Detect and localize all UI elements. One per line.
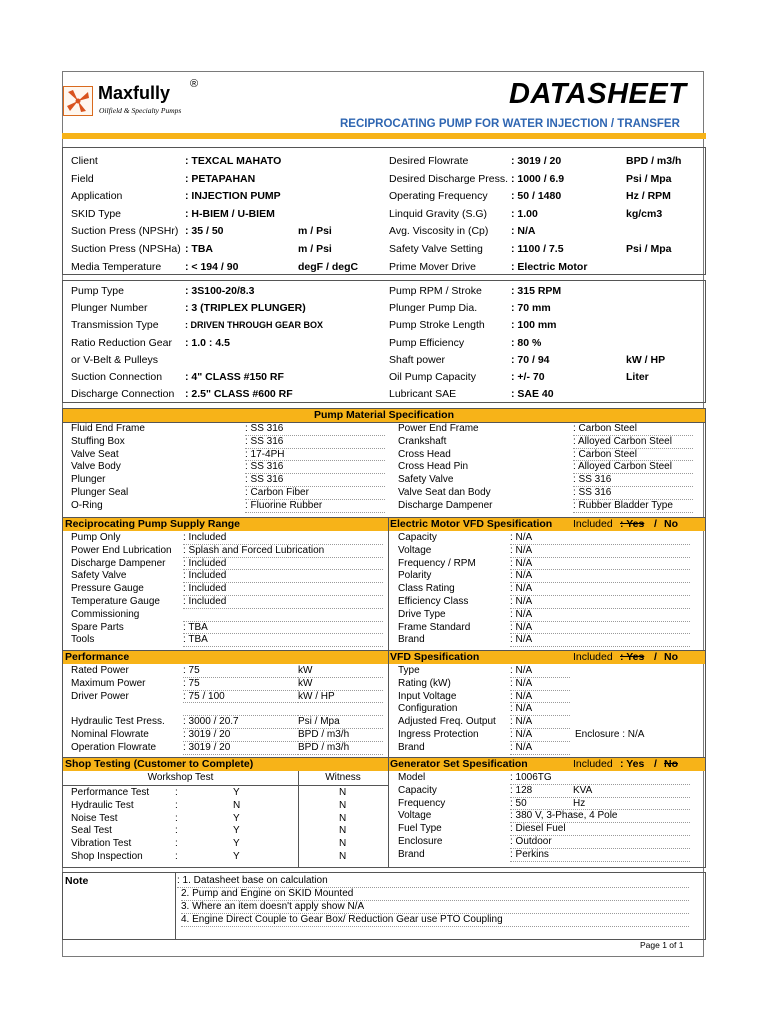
document-title: DATASHEET (509, 78, 687, 110)
field-value: : 100 mm (511, 319, 557, 332)
registered-mark: ® (190, 78, 199, 90)
vfd-label: Ingress Protection (398, 729, 479, 740)
field-unit: Liter (626, 371, 649, 383)
performance-label: Rated Power (71, 665, 129, 676)
supply-label: Spare Parts (71, 621, 124, 633)
page-number: Page 1 of 1 (640, 940, 684, 950)
performance-unit: Psi / Mpa (298, 716, 383, 729)
field-value: : TEXCAL MAHATO (185, 155, 282, 167)
motor-label: Capacity (398, 532, 437, 543)
brand-tagline: Oilfield & Specialty Pumps (99, 106, 182, 115)
field-label: Client (71, 155, 98, 167)
test-colon: : (175, 812, 178, 824)
divider (175, 873, 176, 939)
pump-row (63, 351, 705, 369)
field-label: Pump Type (71, 285, 124, 297)
vfd-title: VFD Spesification (390, 651, 480, 663)
motor-value: : N/A (510, 596, 690, 609)
vfd-extra (575, 716, 695, 729)
vfd-value: : N/A (510, 729, 570, 742)
motor-vfd-title: Electric Motor VFD Spesification (390, 518, 553, 530)
vfd-extra (575, 678, 695, 691)
test-colon: : (175, 851, 178, 862)
material-value: : SS 316 (245, 461, 385, 474)
field-value: : 1.0 : 4.5 (185, 336, 230, 349)
performance-value: : 75 (183, 665, 298, 678)
vfd-label: Type (398, 665, 420, 676)
supply-value: : TBA (183, 622, 383, 635)
field-label: Avg. Viscosity in (Cp) (389, 225, 489, 238)
no-option: No (664, 518, 678, 530)
genset-label: Brand (398, 848, 425, 860)
field-unit: Psi / Mpa (626, 172, 672, 185)
performance-label: Maximum Power (71, 677, 146, 689)
field-value: : INJECTION PUMP (185, 190, 281, 203)
yes-option: : Yes (620, 758, 645, 770)
material-label: Safety Valve (398, 474, 454, 486)
vfd-value: : N/A (510, 678, 570, 691)
field-label: Suction Connection (71, 371, 163, 383)
general-row (63, 152, 705, 170)
material-label: Power End Frame (398, 423, 479, 434)
slash: / (654, 651, 657, 663)
supply-value: : Included (183, 558, 383, 571)
motor-label: Frequency / RPM (398, 557, 476, 569)
material-label: Plunger (71, 474, 106, 486)
vfd-extra: Enclosure : N/A (575, 729, 645, 740)
vfd-extra (575, 691, 695, 704)
brand-name: Maxfully (98, 83, 171, 103)
motor-label: Polarity (398, 570, 432, 582)
note-item: 3. Where an item doesn't apply show N/A (181, 901, 689, 914)
performance-unit: BPD / m3/h (298, 729, 383, 742)
field-value: : 35 / 50 (185, 225, 224, 238)
general-row (63, 205, 705, 223)
material-spec-header (63, 409, 705, 422)
witness-value: N (339, 838, 347, 850)
vfd-label: Rating (kW) (398, 677, 451, 689)
supply-label: Power End Lubrication (71, 544, 172, 556)
material-spec-title: Pump Material Specification (313, 409, 455, 421)
genset-value: : 128 (510, 785, 690, 798)
field-label: Suction Press (NPSHr) (71, 225, 179, 238)
field-value: : PETAPAHAN (185, 172, 256, 185)
motor-label: Voltage (398, 544, 432, 556)
motor-value: : N/A (510, 570, 690, 583)
genset-unit (573, 836, 633, 849)
supply-value: : Included (183, 532, 383, 545)
field-label: Plunger Pump Dia. (389, 302, 478, 315)
material-label: Discharge Dampener (398, 499, 493, 511)
genset-value: : 50 (510, 798, 690, 811)
header-accent-bar (62, 133, 706, 139)
material-value: : SS 316 (573, 474, 693, 487)
field-label: or V-Belt & Pulleys (71, 353, 158, 366)
supply-label: Commissioning (71, 608, 140, 620)
workshop-value: Y (233, 825, 240, 837)
supply-value: : Splash and Forced Lubrication (183, 545, 383, 558)
material-value: : SS 316 (245, 423, 385, 436)
motor-value: : N/A (510, 634, 690, 647)
material-value: : SS 316 (573, 487, 693, 500)
field-value: : 1.00 (511, 207, 538, 220)
genset-value: : 380 V, 3-Phase, 4 Pole (510, 810, 690, 823)
genset-unit (573, 772, 633, 785)
motor-label: Frame Standard (398, 621, 471, 633)
field-value: : 1100 / 7.5 (511, 243, 564, 255)
pump-row (63, 299, 705, 317)
supply-label: Tools (71, 634, 95, 646)
genset-value: : 1006TG (510, 772, 690, 785)
field-label: Desired Flowrate (389, 155, 469, 167)
performance-unit: BPD / m3/h (298, 742, 383, 755)
field-label: Shaft power (389, 353, 446, 366)
field-label: Pump RPM / Stroke (389, 285, 482, 297)
performance-value: : 75 (183, 678, 298, 691)
field-value: : 4" CLASS #150 RF (185, 371, 284, 383)
field-value: : 80 % (511, 336, 542, 349)
workshop-value: N (233, 799, 241, 811)
material-label: Fluid End Frame (71, 423, 145, 434)
motor-value: : N/A (510, 532, 690, 545)
motor-vfd-header (388, 518, 705, 531)
genset-unit (573, 849, 633, 862)
test-label: Shop Inspection (71, 851, 143, 862)
material-value: : Fluorine Rubber (245, 500, 385, 513)
field-unit: m / Psi (298, 243, 332, 255)
material-label: Cross Head (398, 448, 451, 460)
witness-value: N (339, 825, 347, 837)
included-label: Included (573, 651, 613, 663)
general-row (63, 187, 705, 205)
field-label: Transmission Type (71, 319, 159, 332)
material-label: Stuffing Box (71, 435, 125, 447)
field-label: Suction Press (NPSHa) (71, 243, 181, 255)
material-label: Plunger Seal (71, 487, 129, 498)
field-value: : 2.5" CLASS #600 RF (185, 388, 293, 401)
field-label: Oil Pump Capacity (389, 371, 476, 383)
performance-label: Nominal Flowrate (71, 729, 149, 740)
material-label: O-Ring (71, 499, 103, 511)
company-logo (63, 86, 93, 116)
vfd-header (388, 651, 705, 664)
field-label: Field (71, 172, 94, 185)
test-label: Hydraulic Test (71, 799, 134, 811)
field-unit: Psi / Mpa (626, 243, 672, 255)
workshop-value: Y (233, 812, 240, 824)
genset-label: Enclosure (398, 836, 443, 847)
field-unit: m / Psi (298, 225, 332, 238)
motor-value: : N/A (510, 558, 690, 571)
test-colon: : (175, 838, 178, 850)
supply-value: : Included (183, 583, 383, 596)
supply-label: Safety Valve (71, 570, 127, 582)
field-label: SKID Type (71, 207, 121, 220)
test-colon: : (175, 799, 178, 811)
document-subtitle: RECIPROCATING PUMP FOR WATER INJECTION / TRANSFER (340, 118, 680, 130)
genset-unit: KVA (573, 784, 593, 796)
field-label: Discharge Connection (71, 388, 175, 401)
general-info-box (62, 147, 706, 275)
note-label: Note (65, 875, 89, 887)
field-unit: BPD / m3/h (626, 155, 682, 167)
genset-label: Voltage (398, 810, 432, 822)
field-value: : 50 / 1480 (511, 190, 562, 203)
note-item: 4. Engine Direct Couple to Gear Box/ Reduction Gear use PTO Coupling (181, 914, 689, 927)
general-row (63, 222, 705, 240)
field-unit: kW / HP (626, 353, 666, 366)
supply-value: : TBA (183, 634, 383, 647)
vfd-extra (575, 742, 695, 755)
pump-info-box (62, 280, 706, 403)
witness-header: Witness (325, 772, 361, 783)
field-value: : +/- 70 (511, 371, 545, 383)
genset-header (388, 758, 705, 771)
divider (388, 517, 389, 867)
vfd-value: : N/A (510, 716, 570, 729)
supply-value (183, 609, 383, 622)
field-label: Pump Stroke Length (389, 319, 485, 332)
witness-value: N (339, 812, 347, 824)
pump-row (63, 368, 705, 386)
general-row (63, 170, 705, 188)
workshop-test-header: Workshop Test (147, 772, 214, 783)
workshop-value: Y (233, 787, 240, 798)
motor-label: Drive Type (398, 608, 446, 620)
motor-value: : N/A (510, 622, 690, 635)
motor-value: : N/A (510, 583, 690, 596)
field-label: Prime Mover Drive (389, 260, 476, 273)
pump-fan-icon (64, 87, 92, 115)
supply-label: Pressure Gauge (71, 583, 144, 595)
pump-row (63, 334, 705, 352)
workshop-value: Y (233, 838, 240, 850)
performance-value (183, 703, 298, 716)
field-value: : DRIVEN THROUGH GEAR BOX (185, 320, 324, 331)
vfd-value: : N/A (510, 665, 570, 678)
field-value: : 315 RPM (511, 285, 562, 297)
pump-row (63, 316, 705, 334)
field-label: Desired Discharge Press. (389, 172, 509, 185)
performance-unit (298, 703, 383, 716)
witness-value: N (339, 851, 347, 862)
slash: / (654, 518, 657, 530)
witness-value: N (339, 799, 347, 811)
included-label: Included (573, 518, 613, 530)
material-label: Cross Head Pin (398, 461, 469, 473)
genset-value: : Outdoor (510, 836, 690, 849)
genset-label: Frequency (398, 797, 446, 809)
field-value: : 70 / 94 (511, 353, 550, 366)
included-label: Included (573, 758, 613, 770)
shop-testing-header: Shop Testing (Customer to Complete) (63, 758, 388, 771)
field-label: Linquid Gravity (S.G) (389, 207, 488, 220)
test-colon: : (175, 825, 178, 837)
test-label: Noise Test (71, 812, 118, 824)
field-label: Media Temperature (71, 260, 162, 273)
vfd-value: : N/A (510, 691, 570, 704)
motor-value: : N/A (510, 609, 690, 622)
material-value: : Carbon Fiber (245, 487, 385, 500)
performance-header: Performance (63, 651, 388, 664)
material-value: : 17-4PH (245, 449, 385, 462)
vfd-label: Brand (398, 741, 425, 753)
motor-label: Brand (398, 634, 425, 646)
no-option: No (664, 758, 678, 770)
material-value: : Alloyed Carbon Steel (573, 436, 693, 449)
performance-unit: kW (298, 678, 383, 691)
genset-unit: Hz (573, 797, 586, 809)
field-label: Plunger Number (71, 302, 148, 315)
field-unit: kg/cm3 (626, 207, 663, 220)
motor-label: Class Rating (398, 583, 455, 595)
genset-value: : Diesel Fuel (510, 823, 690, 836)
genset-unit (573, 823, 633, 836)
supply-label: Discharge Dampener (71, 557, 166, 569)
material-label: Valve Seat dan Body (398, 487, 491, 498)
supply-value: : Included (183, 596, 383, 609)
test-label: Seal Test (71, 825, 112, 837)
field-value: : Electric Motor (511, 260, 588, 273)
test-colon: : (175, 787, 178, 798)
field-value: : 3 (TRIPLEX PLUNGER) (185, 302, 306, 315)
field-value: : 70 mm (511, 302, 551, 315)
performance-unit: kW (298, 665, 383, 678)
vfd-value: : N/A (510, 742, 570, 755)
vfd-label: Input Voltage (398, 690, 457, 702)
performance-value: : 3019 / 20 (183, 742, 298, 755)
field-value: : TBA (185, 243, 213, 255)
divider (298, 771, 299, 867)
performance-unit: kW / HP (298, 691, 383, 704)
field-label: Pump Efficiency (389, 336, 465, 349)
notes-box (62, 872, 706, 940)
performance-label: Operation Flowrate (71, 741, 157, 753)
material-label: Crankshaft (398, 435, 447, 447)
genset-label: Capacity (398, 784, 437, 796)
note-item: 2. Pump and Engine on SKID Mounted (181, 888, 689, 901)
field-value: : N/A (511, 225, 536, 238)
field-label: Operating Frequency (389, 190, 488, 203)
general-row (63, 258, 705, 276)
note-item: : 1. Datasheet base on calculation (177, 875, 689, 888)
field-value: : 3019 / 20 (511, 155, 562, 167)
vfd-label: Adjusted Freq. Output (398, 716, 496, 728)
field-value: : 3S100-20/8.3 (185, 285, 255, 297)
field-value: : H-BIEM / U-BIEM (185, 207, 275, 220)
material-value: : SS 316 (245, 436, 385, 449)
material-label: Valve Body (71, 461, 121, 473)
performance-label (71, 703, 183, 716)
vfd-extra (575, 665, 695, 678)
general-row (63, 240, 705, 258)
performance-label: Hydraulic Test Press. (71, 716, 165, 728)
performance-value: : 3019 / 20 (183, 729, 298, 742)
supply-value: : Included (183, 570, 383, 583)
material-value: : SS 316 (245, 474, 385, 487)
yes-option: : Yes (620, 518, 645, 530)
yes-option: : Yes (620, 651, 645, 663)
witness-value: N (339, 787, 347, 798)
no-option: No (664, 651, 678, 663)
field-label: Application (71, 190, 123, 203)
supply-label: Temperature Gauge (71, 596, 160, 607)
pump-row (63, 385, 705, 403)
divider (63, 785, 388, 786)
vfd-value: : N/A (510, 703, 570, 716)
slash: / (654, 758, 657, 770)
material-value: : Carbon Steel (573, 423, 693, 436)
field-value: : < 194 / 90 (185, 260, 239, 273)
field-label: Safety Valve Setting (389, 243, 483, 255)
specification-table (62, 408, 706, 868)
field-label: Ratio Reduction Gear (71, 336, 172, 349)
field-value: : SAE 40 (511, 388, 554, 401)
material-label: Valve Seat (71, 448, 119, 460)
field-label: Lubricant SAE (389, 388, 457, 401)
performance-label: Driver Power (71, 690, 129, 702)
genset-value: : Perkins (510, 849, 690, 862)
motor-label: Efficiency Class (398, 596, 469, 607)
material-value: : Carbon Steel (573, 449, 693, 462)
workshop-value: Y (233, 851, 240, 862)
supply-range-header: Reciprocating Pump Supply Range (63, 518, 388, 531)
vfd-extra (575, 703, 695, 716)
genset-label: Model (398, 772, 426, 783)
genset-label: Fuel Type (398, 823, 442, 835)
material-value: : Rubber Bladder Type (573, 500, 693, 513)
field-value: : 1000 / 6.9 (511, 172, 565, 185)
performance-value: : 75 / 100 (183, 691, 298, 704)
field-unit: Hz / RPM (626, 190, 671, 203)
vfd-label: Configuration (398, 703, 458, 715)
supply-label: Pump Only (71, 532, 121, 543)
field-unit: degF / degC (298, 260, 359, 273)
pump-row (63, 282, 705, 300)
genset-title: Generator Set Spesification (390, 758, 528, 770)
test-label: Vibration Test (71, 838, 132, 850)
material-value: : Alloyed Carbon Steel (573, 461, 693, 474)
genset-unit (573, 810, 633, 823)
test-label: Performance Test (71, 787, 150, 798)
performance-value: : 3000 / 20.7 (183, 716, 298, 729)
motor-value: : N/A (510, 545, 690, 558)
